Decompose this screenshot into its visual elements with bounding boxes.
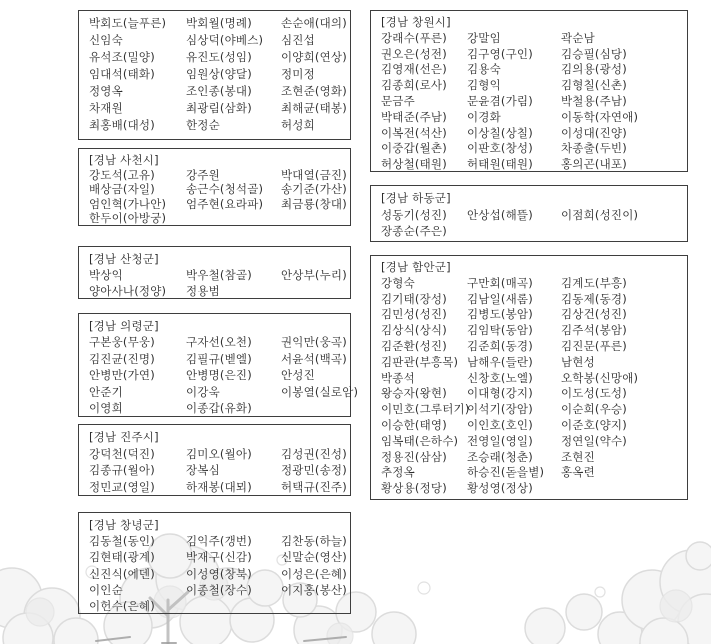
member-name: 문금주 (381, 93, 415, 108)
member-name: 김임탁(동암) (467, 323, 533, 338)
region-box-changnyeong (78, 512, 351, 614)
member-name: 이대형(강지) (467, 386, 533, 401)
member-name: 임원상(양달) (186, 67, 252, 81)
member-name: 강도석(고유) (89, 167, 155, 182)
member-name: 곽순남 (561, 30, 595, 45)
member-name: 김찬동(하늘) (281, 534, 347, 549)
member-name: 장종순(주은) (381, 224, 447, 238)
member-name: 허태원(태원) (467, 157, 533, 172)
member-name: 유석조(밀양) (89, 50, 155, 64)
member-name: 임복태(은하수) (381, 433, 459, 448)
member-name: 심진섭 (281, 33, 315, 47)
names-grid (89, 167, 347, 226)
member-name: 이복전(석산) (381, 125, 447, 140)
region-box-uiryeong (78, 313, 359, 417)
member-name: 양아사나(정양) (89, 284, 167, 298)
member-name: 엄인혁(가나안) (89, 196, 167, 211)
member-name: 이종갑(유화) (186, 401, 252, 416)
member-name: 이인순 (89, 582, 123, 597)
member-name: 손순애(대의) (281, 16, 347, 30)
region-title: [경남 산청군] (89, 252, 159, 266)
member-name: 구자선(오천) (186, 335, 252, 350)
member-name: 신임숙 (89, 33, 123, 47)
member-name: 김민성(성진) (381, 307, 447, 322)
member-name: 김계도(부흥) (561, 275, 627, 290)
member-name: 추정옥 (381, 465, 415, 480)
member-name: 황상용(정당) (381, 481, 447, 496)
member-name: 허성희 (281, 118, 315, 132)
region-box-haman (370, 255, 688, 500)
member-name: 이승한(태영) (381, 417, 447, 432)
member-name: 최해균(태봉) (281, 101, 347, 115)
member-name: 정용진(삼삼) (381, 449, 447, 464)
member-name: 박종석 (381, 370, 415, 385)
member-name: 이양희(연상) (281, 50, 347, 64)
member-name: 오학봉(신망애) (561, 370, 639, 385)
member-name: 이민호(그루터기) (381, 402, 470, 417)
member-name: 안성진 (281, 368, 315, 383)
member-name: 정광민(송정) (281, 463, 347, 477)
member-name (281, 598, 347, 614)
names-grid (381, 276, 681, 497)
member-name: 심상덕(야베스) (186, 33, 264, 47)
member-name: 최홍배(대성) (89, 118, 155, 132)
member-name: 안병만(가연) (89, 368, 155, 383)
member-name: 조승래(청춘) (467, 449, 533, 464)
member-name: 강래수(푸른) (381, 30, 447, 45)
member-name: 박회도(늘푸른) (89, 16, 167, 30)
member-name: 허택규(진주) (281, 479, 347, 494)
member-name: 김종희(로사) (381, 78, 447, 93)
member-name: 김종규(월아) (89, 463, 155, 477)
region-box-hadong (370, 185, 688, 242)
member-name: 김상건(성진) (561, 307, 627, 322)
member-name: 홍옥련 (561, 465, 595, 480)
member-name (561, 481, 681, 497)
region-title: [경남 창원시] (381, 15, 451, 29)
member-name: 신진식(에덴) (89, 566, 155, 581)
member-name (281, 211, 347, 226)
member-name: 황성영(정상) (467, 481, 533, 496)
member-name: 전영일(영일) (467, 433, 533, 448)
member-name: 이영희 (89, 401, 123, 416)
member-name: 박태준(주남) (381, 109, 447, 124)
member-name: 문윤겸(가림) (467, 93, 533, 108)
member-name: 강덕천(덕진) (89, 446, 155, 461)
region-box-1 (78, 10, 351, 140)
member-name: 이순희(우승) (561, 402, 627, 417)
member-name: 정민교(영일) (89, 479, 155, 494)
names-grid (89, 267, 347, 299)
member-name: 구본웅(무웅) (89, 335, 155, 350)
member-name: 조인종(봉대) (186, 84, 252, 98)
member-name: 박상익 (89, 268, 123, 282)
member-name: 김병도(봉암) (467, 307, 533, 322)
member-name: 조현진 (561, 449, 595, 464)
member-name: 박우철(참골) (186, 268, 252, 282)
names-grid (89, 334, 359, 416)
member-name: 허상철(태원) (381, 157, 447, 172)
member-name: 이인호(호인) (467, 417, 533, 432)
member-name: 정미정 (281, 67, 315, 81)
member-name: 하승진(돋을볕) (467, 465, 545, 480)
member-name: 이준호(양지) (561, 417, 627, 432)
member-name (281, 283, 347, 299)
member-name: 김구영(구인) (467, 46, 533, 61)
member-name: 김승필(심당) (561, 46, 627, 61)
member-name: 김남일(새롬) (467, 291, 533, 306)
member-name: 이경화 (467, 109, 501, 124)
member-name: 김진문(푸른) (561, 338, 627, 353)
member-name: 김성권(진성) (281, 446, 347, 461)
member-name: 구만회(매곡) (467, 275, 533, 290)
member-name: 강형숙 (381, 275, 415, 290)
region-title: [경남 사천시] (89, 153, 159, 167)
member-name: 이상칠(상칠) (467, 125, 533, 140)
member-name: 김의용(광성) (561, 62, 627, 77)
member-name: 김형칠(신촌) (561, 78, 627, 93)
member-name: 안준기 (89, 384, 123, 399)
member-name: 김상식(상식) (381, 323, 447, 338)
member-name: 김준환(성진) (381, 338, 447, 353)
member-name (186, 598, 281, 614)
member-name: 이성은(은혜) (281, 566, 347, 581)
region-title: [경남 함안군] (381, 260, 451, 274)
region-title: [경남 의령군] (89, 319, 159, 333)
names-grid (381, 207, 681, 240)
member-name: 강주원 (186, 167, 220, 182)
member-name: 차재원 (89, 101, 123, 115)
member-name: 김익주(갱번) (186, 534, 252, 549)
region-box-sancheong (78, 246, 351, 299)
member-name: 김진균(진명) (89, 351, 155, 366)
member-name: 배상금(자일) (89, 182, 155, 197)
member-name: 한두이(아방궁) (89, 211, 167, 226)
member-name: 박회월(명례) (186, 16, 252, 30)
member-name: 김용숙 (467, 62, 501, 77)
member-name: 김주석(봉암) (561, 323, 627, 338)
region-box-changwon (370, 10, 688, 172)
member-name: 남현성 (561, 354, 595, 369)
member-name: 홍의곤(내포) (561, 157, 627, 172)
member-name: 이도성(도성) (561, 386, 627, 401)
member-name: 이성대(진양) (561, 125, 627, 140)
member-name: 김형익 (467, 78, 501, 93)
member-name: 이성영(창북) (186, 566, 252, 581)
member-name: 서윤석(백곡) (281, 351, 347, 366)
member-name: 신말순(영산) (281, 550, 347, 565)
member-name: 정용범 (186, 284, 220, 298)
member-name: 김동제(동경) (561, 291, 627, 306)
member-name: 권오은(성전) (381, 46, 447, 61)
names-grid (89, 15, 347, 134)
member-name: 김동철(동인) (89, 534, 155, 549)
member-name: 강말임 (467, 30, 501, 45)
member-name: 김영재(선은) (381, 62, 447, 77)
member-name: 장복심 (186, 463, 220, 477)
member-name (467, 223, 561, 240)
member-name: 정영옥 (89, 84, 123, 98)
member-name (281, 400, 358, 416)
member-name: 안병명(은진) (186, 368, 252, 383)
member-name: 이판호(창성) (467, 141, 533, 156)
member-name: 김준희(동경) (467, 338, 533, 353)
member-name: 이헌수(은혜) (89, 599, 155, 614)
member-name: 권익만(웅곡) (281, 335, 347, 350)
member-name: 이중갑(월촌) (381, 141, 447, 156)
member-name: 안상섭(해뜰) (467, 207, 533, 222)
member-name (186, 211, 281, 226)
names-grid (89, 533, 347, 614)
region-box-sacheon (78, 148, 351, 226)
member-name: 엄주현(요라파) (186, 196, 264, 211)
member-name: 조현준(영화) (281, 84, 347, 98)
member-name: 박대열(금진) (281, 167, 347, 182)
names-grid (89, 446, 347, 496)
member-name: 유진도(성임) (186, 50, 252, 64)
member-name: 김기태(장성) (381, 291, 447, 306)
member-name: 안상부(누리) (281, 268, 347, 282)
member-name: 신창호(노엘) (467, 370, 533, 385)
member-name: 김판관(부흥목) (381, 354, 459, 369)
member-name: 김현태(광계) (89, 550, 155, 565)
member-name: 송근수(청석골) (186, 182, 264, 197)
member-name: 이동학(자연애) (561, 109, 639, 124)
region-box-jinju (78, 424, 351, 496)
member-name: 성동기(성진) (381, 207, 447, 222)
member-name: 박철용(주남) (561, 93, 627, 108)
names-grid (381, 31, 681, 173)
member-name: 차종출(두빈) (561, 141, 627, 156)
region-title: [경남 창녕군] (89, 518, 159, 532)
member-name: 이봉열(실로암) (281, 384, 359, 399)
region-title: [경남 하동군] (381, 191, 451, 205)
member-name: 한정순 (186, 118, 220, 132)
member-name: 이종철(장수) (186, 582, 252, 597)
member-name: 최금룡(창대) (281, 196, 347, 211)
member-name: 김미오(월아) (186, 446, 252, 461)
member-name: 하재봉(대뫼) (186, 479, 252, 494)
member-name: 이강욱 (186, 384, 220, 399)
member-name: 정연일(약수) (561, 433, 627, 448)
member-name: 임대석(태화) (89, 67, 155, 81)
member-name: 남해우(들란) (467, 354, 533, 369)
member-name: 김필규(벧엘) (186, 351, 252, 366)
member-name: 이점희(성진이) (561, 207, 639, 222)
member-name: 송기준(가산) (281, 182, 347, 197)
member-name: 최광림(삼화) (186, 101, 252, 115)
member-name (561, 223, 681, 240)
member-name: 왕승자(왕현) (381, 386, 447, 401)
member-name: 이지홍(봉산) (281, 582, 347, 597)
region-title: [경남 진주시] (89, 430, 159, 444)
member-name: 박재구(신감) (186, 550, 252, 565)
member-name: 이석기(장암) (467, 402, 533, 417)
